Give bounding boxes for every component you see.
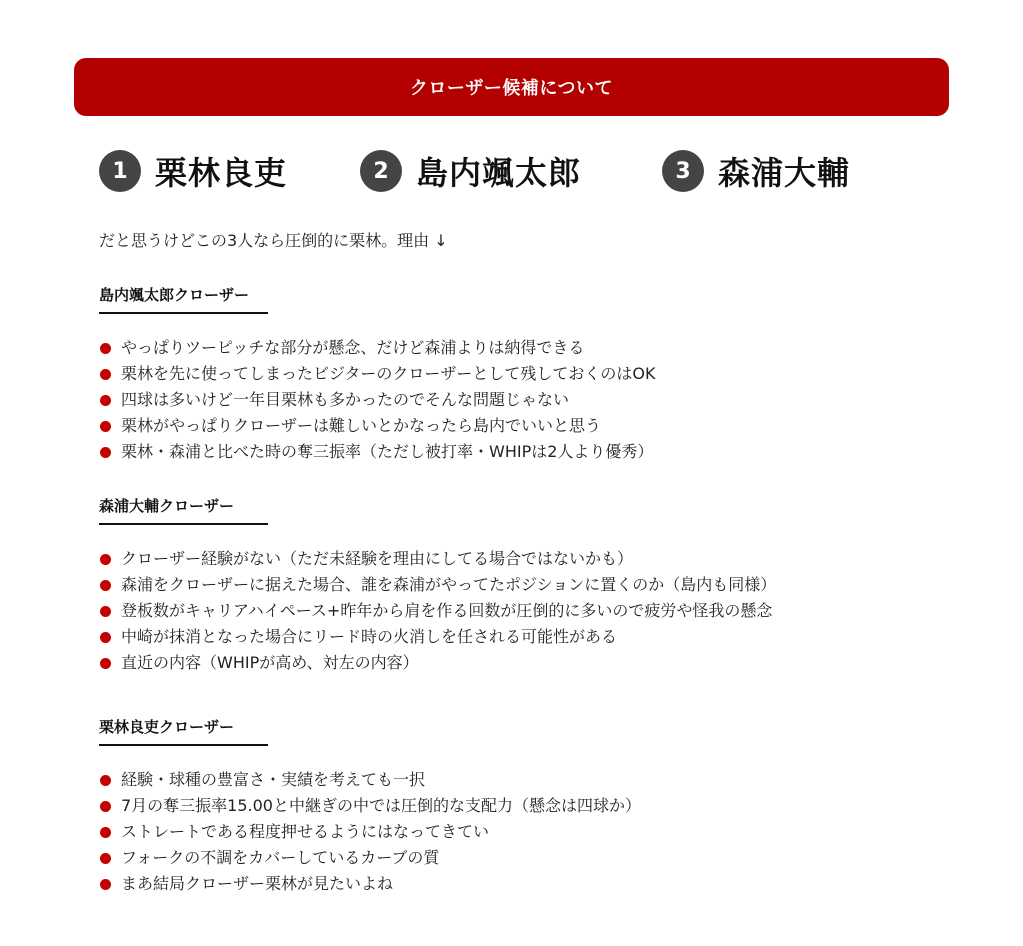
list-item (99, 871, 929, 897)
rank-item-3 (662, 144, 850, 198)
list-item (99, 413, 929, 439)
reason-list (99, 546, 929, 676)
rank-name: 島内颯太郎 (416, 154, 582, 192)
bullet-dot-icon (100, 827, 111, 838)
bullet-dot-icon (100, 606, 111, 617)
list-item-text: 森浦をクローザーに据えた場合、誰を森浦がやってたポジションに置くのか（島内も同様） (121, 575, 777, 594)
reason-list (99, 335, 929, 465)
list-item (99, 439, 929, 465)
bullet-dot-icon (100, 369, 111, 380)
bullet-dot-icon (100, 447, 111, 458)
bullet-dot-icon (100, 879, 111, 890)
list-item-text: 経験・球種の豊富さ・実績を考えても一択 (121, 770, 426, 789)
list-item-text: クローザー経験がない（ただ未経験を理由にしてる場合ではないかも） (121, 549, 634, 568)
rank-name: 森浦大輔 (718, 154, 851, 192)
section-title: 島内颯太郎クローザー (99, 286, 250, 304)
section-title: 森浦大輔クローザー (99, 497, 235, 515)
bullet-dot-icon (100, 853, 111, 864)
section-underline (99, 312, 268, 314)
list-item (99, 845, 929, 871)
rank-number-badge: 3 (662, 150, 704, 192)
bullet-dot-icon (100, 658, 111, 669)
rank-name: 栗林良吏 (155, 154, 288, 192)
candidate-ranking (0, 144, 1023, 198)
list-item (99, 819, 929, 845)
list-item-text: やっぱりツーピッチな部分が懸念、だけど森浦よりは納得できる (121, 338, 585, 357)
list-item (99, 361, 929, 387)
rank-item-1 (99, 144, 287, 198)
list-item-text: 直近の内容（WHIPが高め、対左の内容） (121, 653, 419, 672)
rank-number-badge: 1 (99, 150, 141, 192)
bullet-dot-icon (100, 554, 111, 565)
list-item-text: フォークの不調をカバーしているカーブの質 (121, 848, 440, 867)
section-underline (99, 744, 268, 746)
header-banner (74, 58, 949, 116)
list-item-text: ストレートである程度押せるようにはなってきてい (121, 822, 490, 841)
section-title: 栗林良吏クローザー (99, 718, 235, 736)
bullet-dot-icon (100, 421, 111, 432)
rank-item-2 (360, 144, 581, 198)
list-item (99, 793, 929, 819)
list-item (99, 546, 929, 572)
list-item-text: 中崎が抹消となった場合にリード時の火消しを任される可能性がある (121, 627, 618, 646)
list-item-text: まあ結局クローザー栗林が見たいよね (121, 874, 394, 893)
rank-number-badge: 2 (360, 150, 402, 192)
list-item-text: 栗林がやっぱりクローザーは難しいとかなったら島内でいいと思う (121, 416, 602, 435)
section-morimura (99, 495, 929, 676)
list-item (99, 387, 929, 413)
list-item (99, 650, 929, 676)
list-item (99, 624, 929, 650)
banner-title: クローザー候補について (409, 78, 614, 99)
list-item (99, 335, 929, 361)
bullet-dot-icon (100, 801, 111, 812)
bullet-dot-icon (100, 632, 111, 643)
reason-list (99, 767, 929, 897)
list-item (99, 598, 929, 624)
section-shimauchi (99, 284, 929, 465)
bullet-dot-icon (100, 775, 111, 786)
list-item-text: 7月の奪三振率15.00と中継ぎの中では圧倒的な支配力（懸念は四球か） (121, 796, 641, 815)
bullet-dot-icon (100, 580, 111, 591)
list-item-text: 栗林・森浦と比べた時の奪三振率（ただし被打率・WHIPは2人より優秀） (121, 442, 654, 461)
bullet-dot-icon (100, 343, 111, 354)
bullet-dot-icon (100, 395, 111, 406)
intro-text: だと思うけどこの3人なら圧倒的に栗林。理由 ↓ (99, 231, 448, 250)
list-item-text: 登板数がキャリアハイペース+昨年から肩を作る回数が圧倒的に多いので疲労や怪我の懸念 (121, 601, 773, 620)
list-item (99, 767, 929, 793)
list-item-text: 四球は多いけど一年目栗林も多かったのでそんな問題じゃない (121, 390, 570, 409)
list-item-text: 栗林を先に使ってしまったビジターのクローザーとして残しておくのはOK (121, 364, 656, 383)
list-item (99, 572, 929, 598)
section-underline (99, 523, 268, 525)
section-kuribayashi (99, 716, 929, 897)
